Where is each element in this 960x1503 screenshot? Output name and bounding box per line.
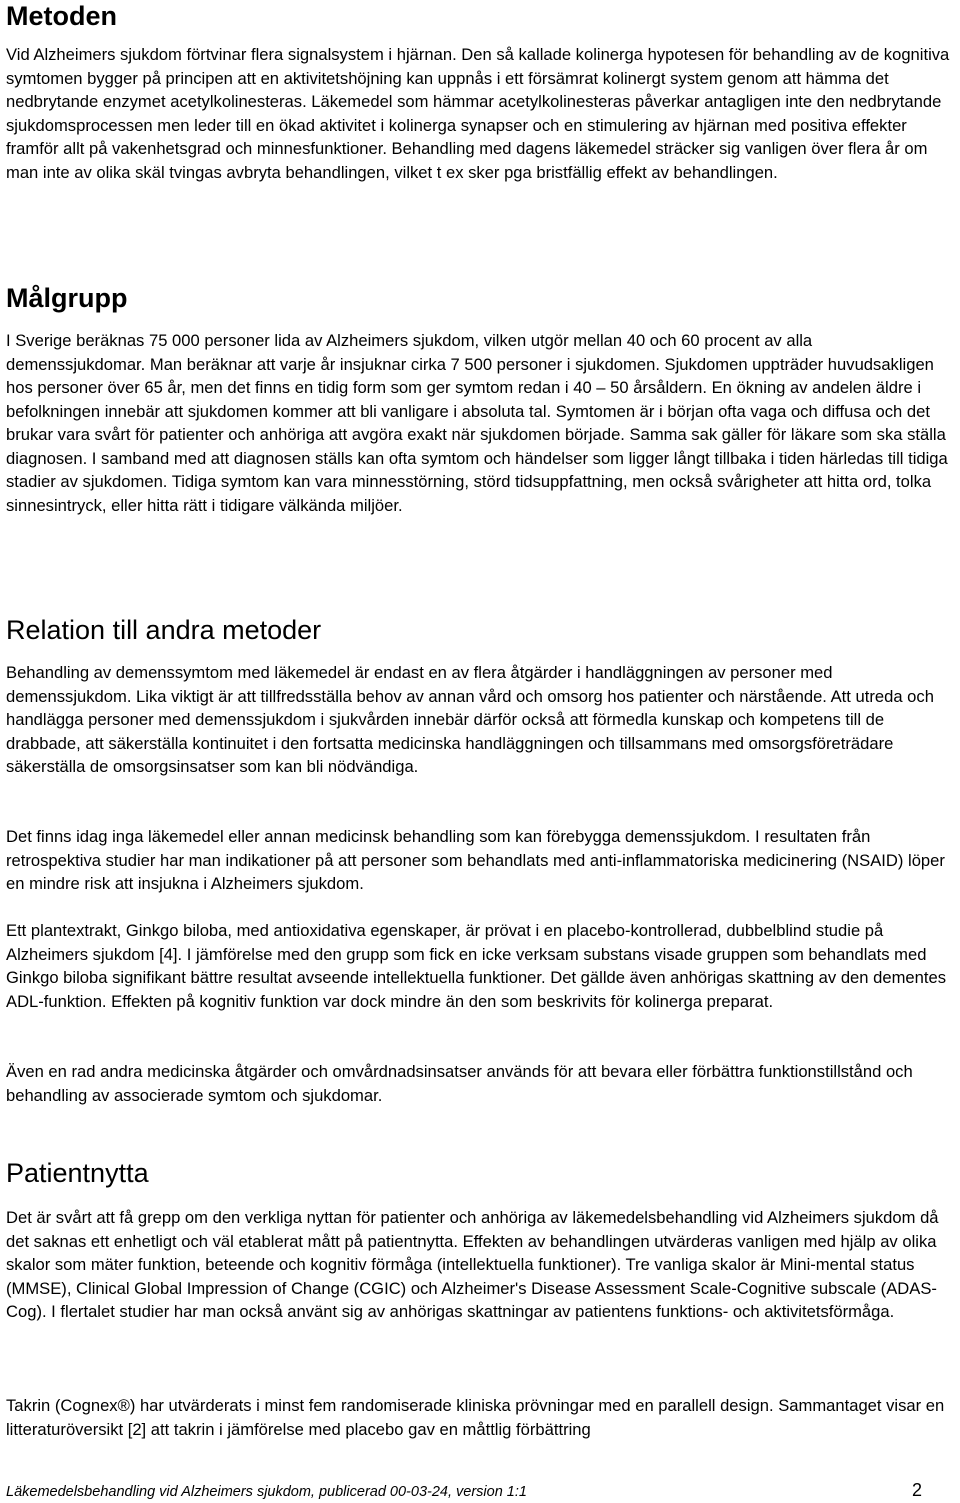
paragraph-malgrupp-1: I Sverige beräknas 75 000 personer lida av Alzheimers sjukdom, vilken utgör mellan 40 och 60 procent av alla demenssjukdomar. Man beräknar att varje år insjuknar cirka 7 500 personer i sjukdomen. Sjukdomen uppträder huvudsakligen hos personer över 65 år, men det finns en tidig form som ger symtom redan i 40 – 50 årsåldern. En ökning av andelen äldre i befolkningen innebär att sjukdomen kommer att bli vanligare i absoluta tal. Symtomen är i början ofta vaga och diffusa och det brukar vara svårt för patienter och anhöriga att avgöra exakt när sjukdomen började. Samma sak gäller för läkare som ska ställa diagnosen. I samband med att diagnosen ställs kan ofta symtom och händelser som ligger långt tillbaka i tiden härledas till tidiga stadier av sjukdomen. Tidiga symtom kan vara minnesstörning, störd tidsuppfattning, men också svårigheter att hitta ord, tolka sinnesintryck, eller hitta rätt i tidigare välkända miljöer. [6, 331, 948, 515]
heading-malgrupp: Målgrupp [6, 283, 128, 313]
heading-metoden: Metoden [6, 1, 117, 31]
heading-relation: Relation till andra metoder [6, 615, 322, 645]
paragraph-relation-3: Ett plantextrakt, Ginkgo biloba, med antioxidativa egenskaper, är prövat i en placebo-kontrollerad, dubbelblind studie på Alzheimers sjukdom [4]. I jämförelse med den grupp som fick en icke verksam substans visade gruppen som behandlats med Ginkgo biloba signifikant bättre resultat avseende intellektuella funktioner. Det gällde även anhörigas skattning av den dementes ADL-funktion. Effekten på kognitiv funktion var dock mindre än den som beskrivits för kolinerga preparat. [6, 921, 946, 1011]
heading-patientnytta: Patientnytta [6, 1158, 149, 1188]
paragraph-relation-4: Även en rad andra medicinska åtgärder och omvårdnadsinsatser används för att bevara eller förbättra funktionstillstånd och behandling av associerade symtom och sjukdomar. [6, 1062, 913, 1105]
paragraph-relation-2: Det finns idag inga läkemedel eller annan medicinsk behandling som kan förebygga demenssjukdom. I resultaten från retrospektiva studier har man indikationer på att personer som behandlats med anti-inflammatoriska medicinering (NSAID) löper en mindre risk att insjukna i Alzheimers sjukdom. [6, 827, 945, 893]
footer-page-number: 2 [911, 1480, 922, 1500]
paragraph-patientnytta-1: Det är svårt att få grepp om den verkliga nyttan för patienter och anhöriga av läkemedelsbehandling vid Alzheimers sjukdom då det saknas ett enhetligt och väl etablerat mått på patientnytta. Effekten av behandlingen utvärderas vanligen med hjälp av olika skalor som mäter funktion, beteende och kognitiv förmåga (intellektuella funktioner). Tre vanliga skalor är Mini-mental status (MMSE), Clinical Global Impression of Change (CGIC) och Alzheimer's Disease Assessment Scale-Cognitive subscale (ADAS-Cog). I flertalet studier har man också använt sig av anhörigas skattningar av patientens funktions- och aktivitetsförmåga. [6, 1208, 939, 1321]
footer-document-info: Läkemedelsbehandling vid Alzheimers sjukdom, publicerad 00-03-24, version 1:1 [6, 1484, 527, 1500]
paragraph-metoden-1: Vid Alzheimers sjukdom förtvinar flera signalsystem i hjärnan. Den så kallade kolinerga hypotesen för behandling av de kognitiva symtomen bygger på principen att en aktivitetshöjning kan uppnås i ett försämrat kolinergt system genom att hämma det nedbrytande enzymet acetylkolinesteras. Läkemedel som hämmar acetylkolinesteras påverkar antagligen inte den nedbrytande sjukdomsprocessen men leder till en ökad aktivitet i kolinerga synapser och en stimulering av hjärnan med positiva effekter framför allt på vakenhetsgrad och minnesfunktioner. Behandling med dagens läkemedel sträcker sig vanligen över flera år om man inte av olika skäl tvingas avbryta behandlingen, vilket t ex sker pga bristfällig effekt av behandlingen. [6, 45, 950, 182]
paragraph-relation-1: Behandling av demenssymtom med läkemedel är endast en av flera åtgärder i handläggningen av personer med demenssjukdom. Lika viktigt är att tillfredsställa behov av annan vård och omsorg hos patienter och närstående. Att utreda och handlägga personer med demenssjukdom i sjukvården innebär därför också att förmedla kunskap och kompetens till de drabbade, att säkerställa kontinuitet i den fortsatta medicinska handläggningen och tillsammans med omsorgsföreträdare säkerställa de omsorgsinsatser som kan bli nödvändiga. [6, 663, 934, 776]
paragraph-patientnytta-2: Takrin (Cognex®) har utvärderats i minst fem randomiserade kliniska prövningar med en parallell design. Sammantaget visar en litteraturöversikt [2] att takrin i jämförelse med placebo gav en måttlig förbättring [6, 1396, 945, 1439]
